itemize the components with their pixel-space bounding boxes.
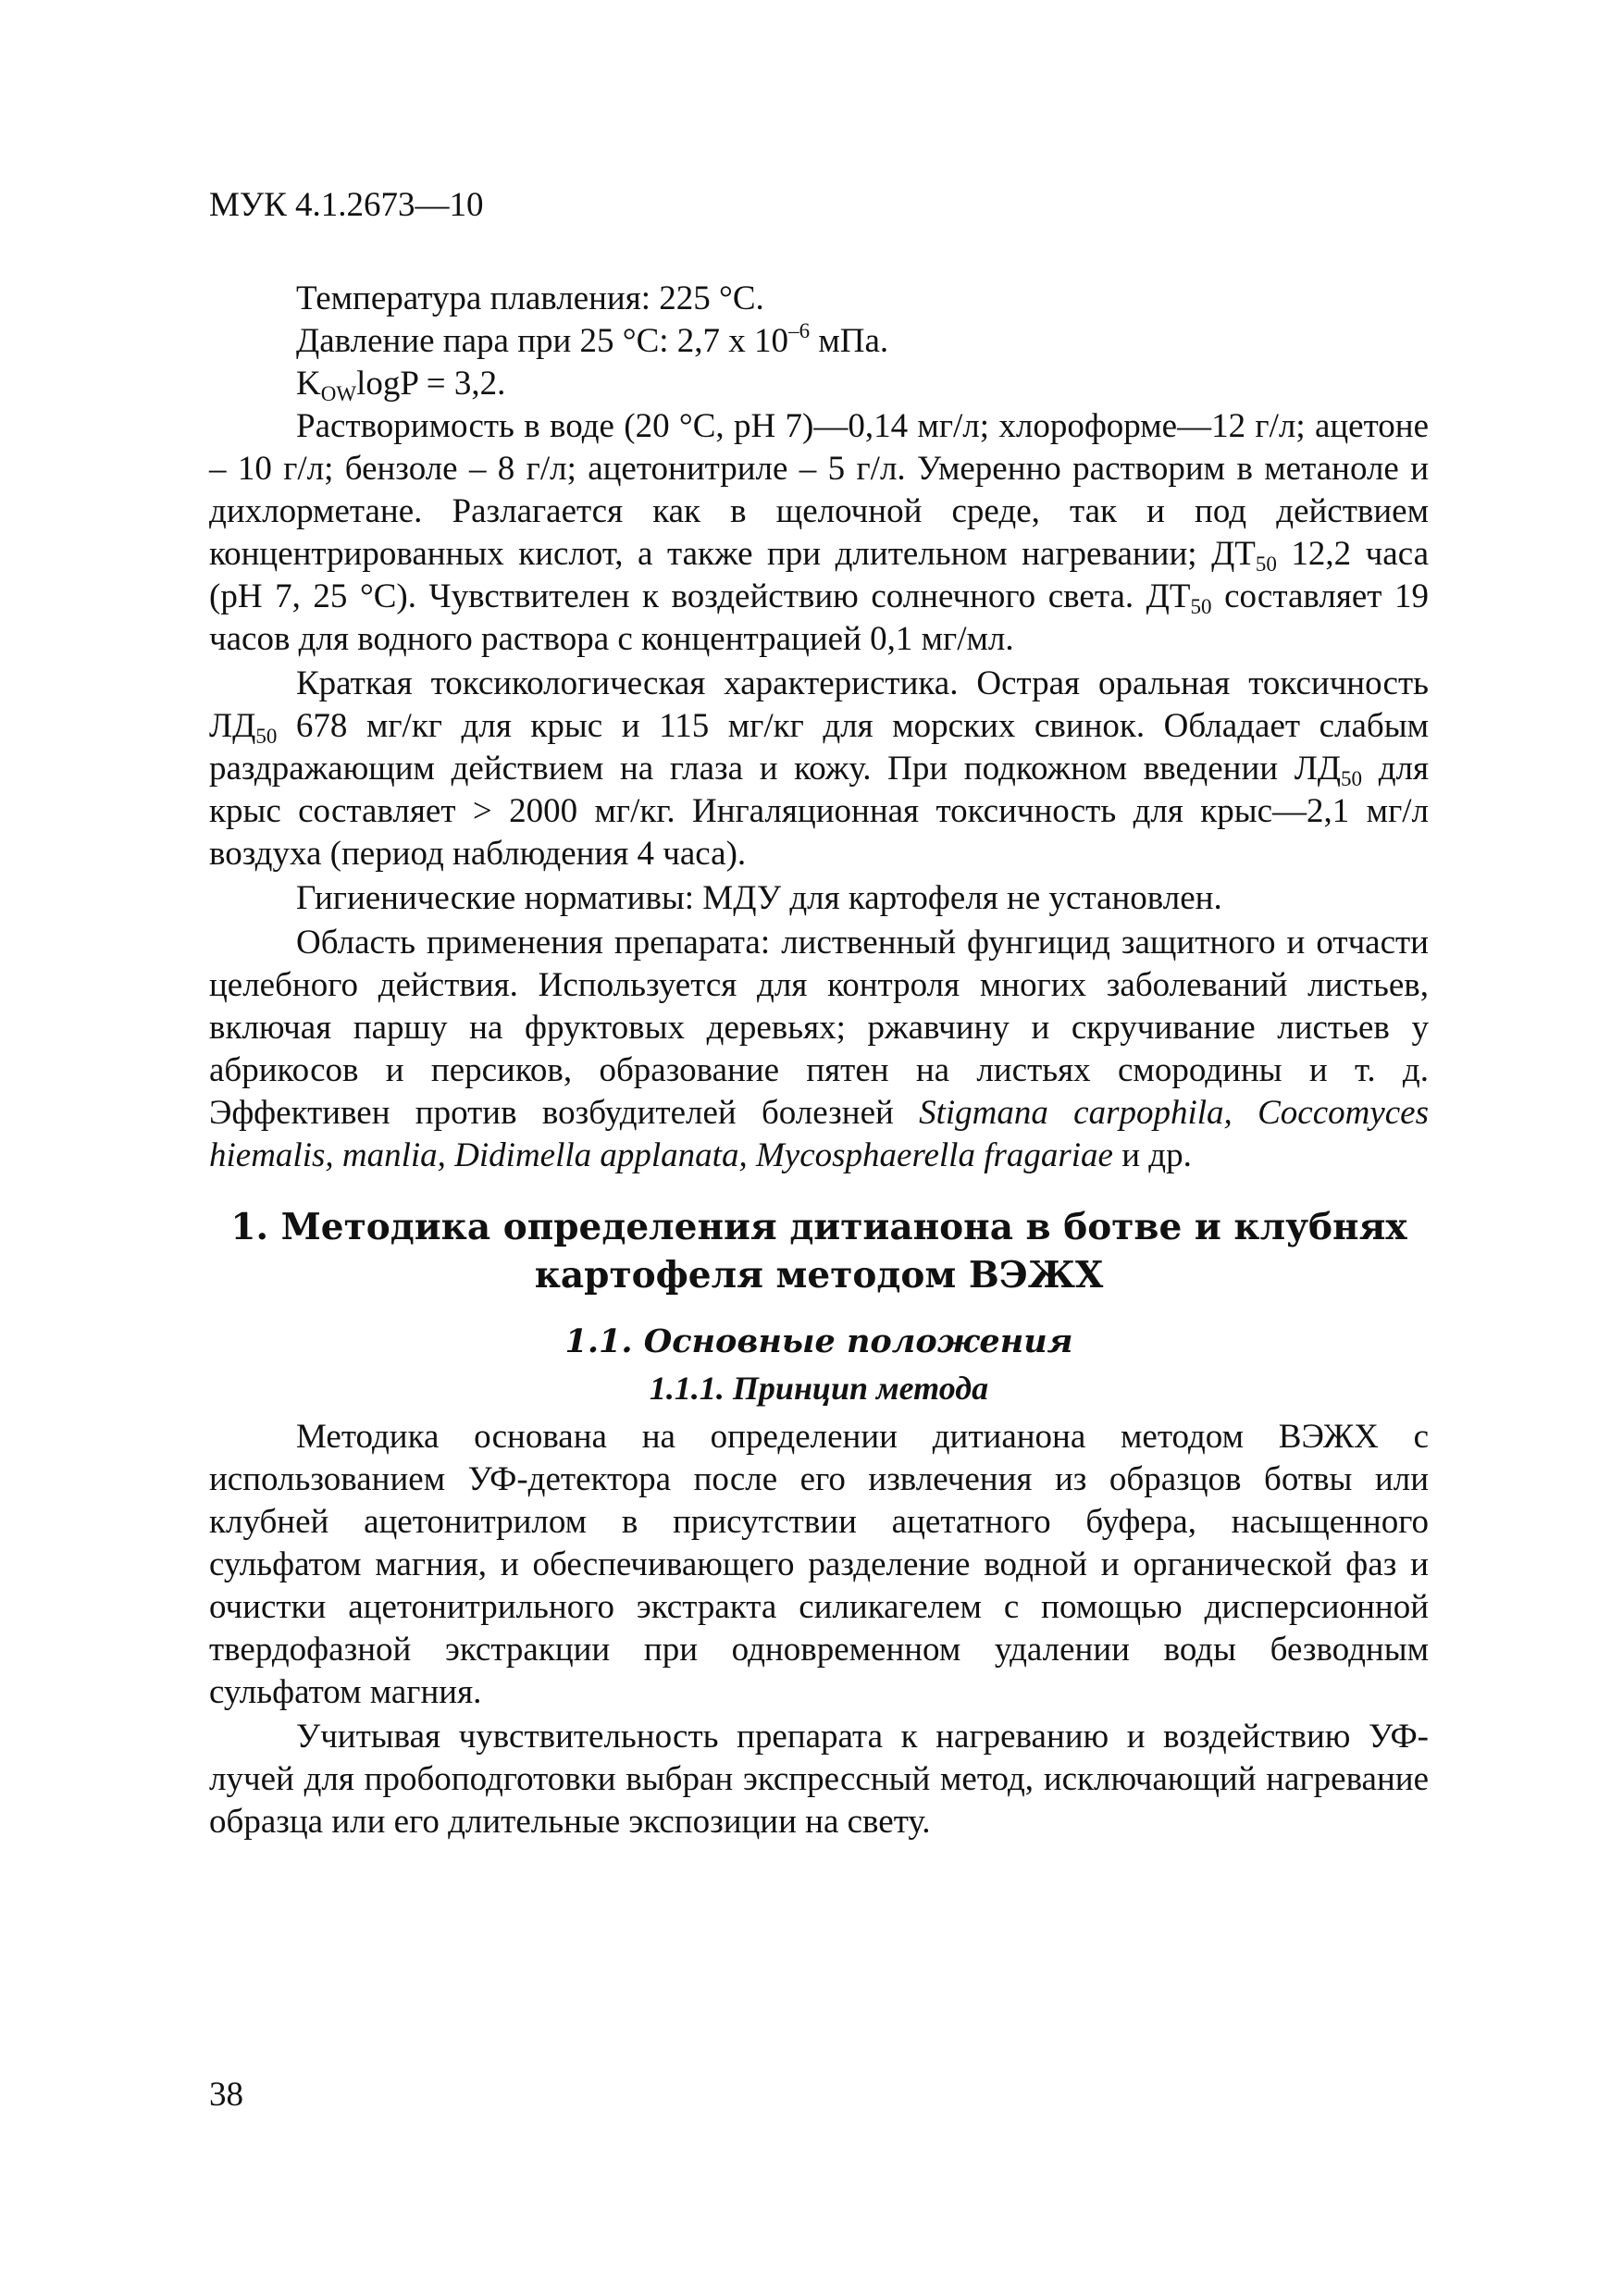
toxicity-text-3: для крыс составляет > 2000 мг/кг. Ингаляционная токсичность для крыс—2,1 мг/л воздуха (период наблюдения 4 часа). — [209, 750, 1430, 873]
document-code-header: МУК 4.1.2673—10 — [209, 186, 484, 224]
vapor-pressure-line — [209, 320, 1429, 363]
document-body — [209, 278, 1429, 1843]
kow-subscript: OW — [320, 382, 357, 405]
vapor-pressure-unit: мПа. — [810, 322, 889, 360]
section-1-1-1-title: 1.1.1. Принцип метода — [649, 1370, 989, 1407]
ld50-subscript: 50 — [255, 725, 278, 748]
hygiene-paragraph: Гигиенические нормативы: МДУ для картофеля не установлен. — [296, 879, 1222, 917]
page-number: 38 — [209, 2076, 243, 2114]
solubility-text-2: 12,2 часа (рН 7, 25 °С). Чувствителен к воздействию солнечного света. ДТ — [209, 535, 1430, 615]
vapor-pressure-text: Давление пара при 25 °С: 2,7 x 10 — [296, 322, 789, 360]
dt50-subscript: 50 — [1255, 552, 1277, 576]
dt50-subscript: 50 — [1190, 595, 1212, 618]
kow-value: logP = 3,2. — [356, 365, 506, 403]
section-1-title-line-2: картофеля методом ВЭЖХ — [534, 1254, 1104, 1297]
solubility-text-1: Растворимость в воде (20 °С, рН 7)—0,14 мг/л; хлороформе—12 г/л; ацетоне – 10 г/л; бензоле – 8 г/л; ацетонитриле – 5 г/л. Умеренно растворим в метаноле и дихлорметане. Разлагается как в щелочной среде, так и под действием концентрированных кислот, а также при длительном нагревании; ДТ — [209, 407, 1429, 573]
kow-line — [209, 363, 1429, 405]
toxicity-paragraph — [209, 663, 1429, 875]
melting-point-line: Температура плавления: 225 °С. — [296, 279, 764, 317]
toxicity-text-2: 678 мг/кг для крыс и 115 мг/кг для морских свинок. Обладает слабым раздражающим действием на глаза и кожу. При подкожном введении ЛД — [209, 707, 1429, 788]
kow-symbol: K — [296, 365, 321, 403]
application-tail: и др. — [1112, 1136, 1192, 1174]
solubility-text-3: составляет 19 часов для водного раствора с концентрацией 0,1 мг/мл. — [209, 577, 1429, 658]
ld50-subscript: 50 — [1341, 767, 1363, 790]
section-1-title — [209, 1203, 1429, 1299]
pathogen-species: Stigmana carpophila, Coccomyces hiemalis, manlia, Didimella applanata, Mycosphaerella fragariae — [209, 1094, 1430, 1174]
application-paragraph — [209, 922, 1429, 1177]
solubility-paragraph — [209, 405, 1429, 661]
section-1-title-line-1: 1. Методика определения дитианона в ботве и клубнях — [230, 1206, 1407, 1248]
principle-paragraph-1: Методика основана на определении дитианона методом ВЭЖХ с использованием УФ-детектора после его извлечения из образцов ботвы или клубней ацетонитрилом в присутствии ацетатного буфера, насыщенного сульфатом магния, и обеспечивающего разделение водной и органической фаз и очистки ацетонитрильного экстракта силикагелем с помощью дисперсионной твердофазной экстракции при одновременном удалении воды безводным сульфатом магния. — [209, 1418, 1429, 1711]
vapor-pressure-exponent: –6 — [788, 319, 811, 342]
principle-paragraph-2: Учитывая чувствительность препарата к нагреванию и воздействию УФ-лучей для пробоподготовки выбран экспрессный метод, исключающий нагревание образца или его длительные экспозиции на свету. — [209, 1718, 1429, 1841]
application-text: Область применения препарата: лиственный фунгицид защитного и отчасти целебного действия. Используется для контроля многих заболеваний листьев, включая паршу на фруктовых деревьях; ржавчину и скручивание листьев у абрикосов и персиков, образование пятен на листьях смородины и т. д. Эффективен против возбудителей болезней — [209, 924, 1429, 1132]
toxicity-text-1: Краткая токсикологическая характеристика. Острая оральная токсичность ЛД — [209, 664, 1429, 745]
section-1-1-title: 1.1. Основные положения — [564, 1322, 1073, 1360]
